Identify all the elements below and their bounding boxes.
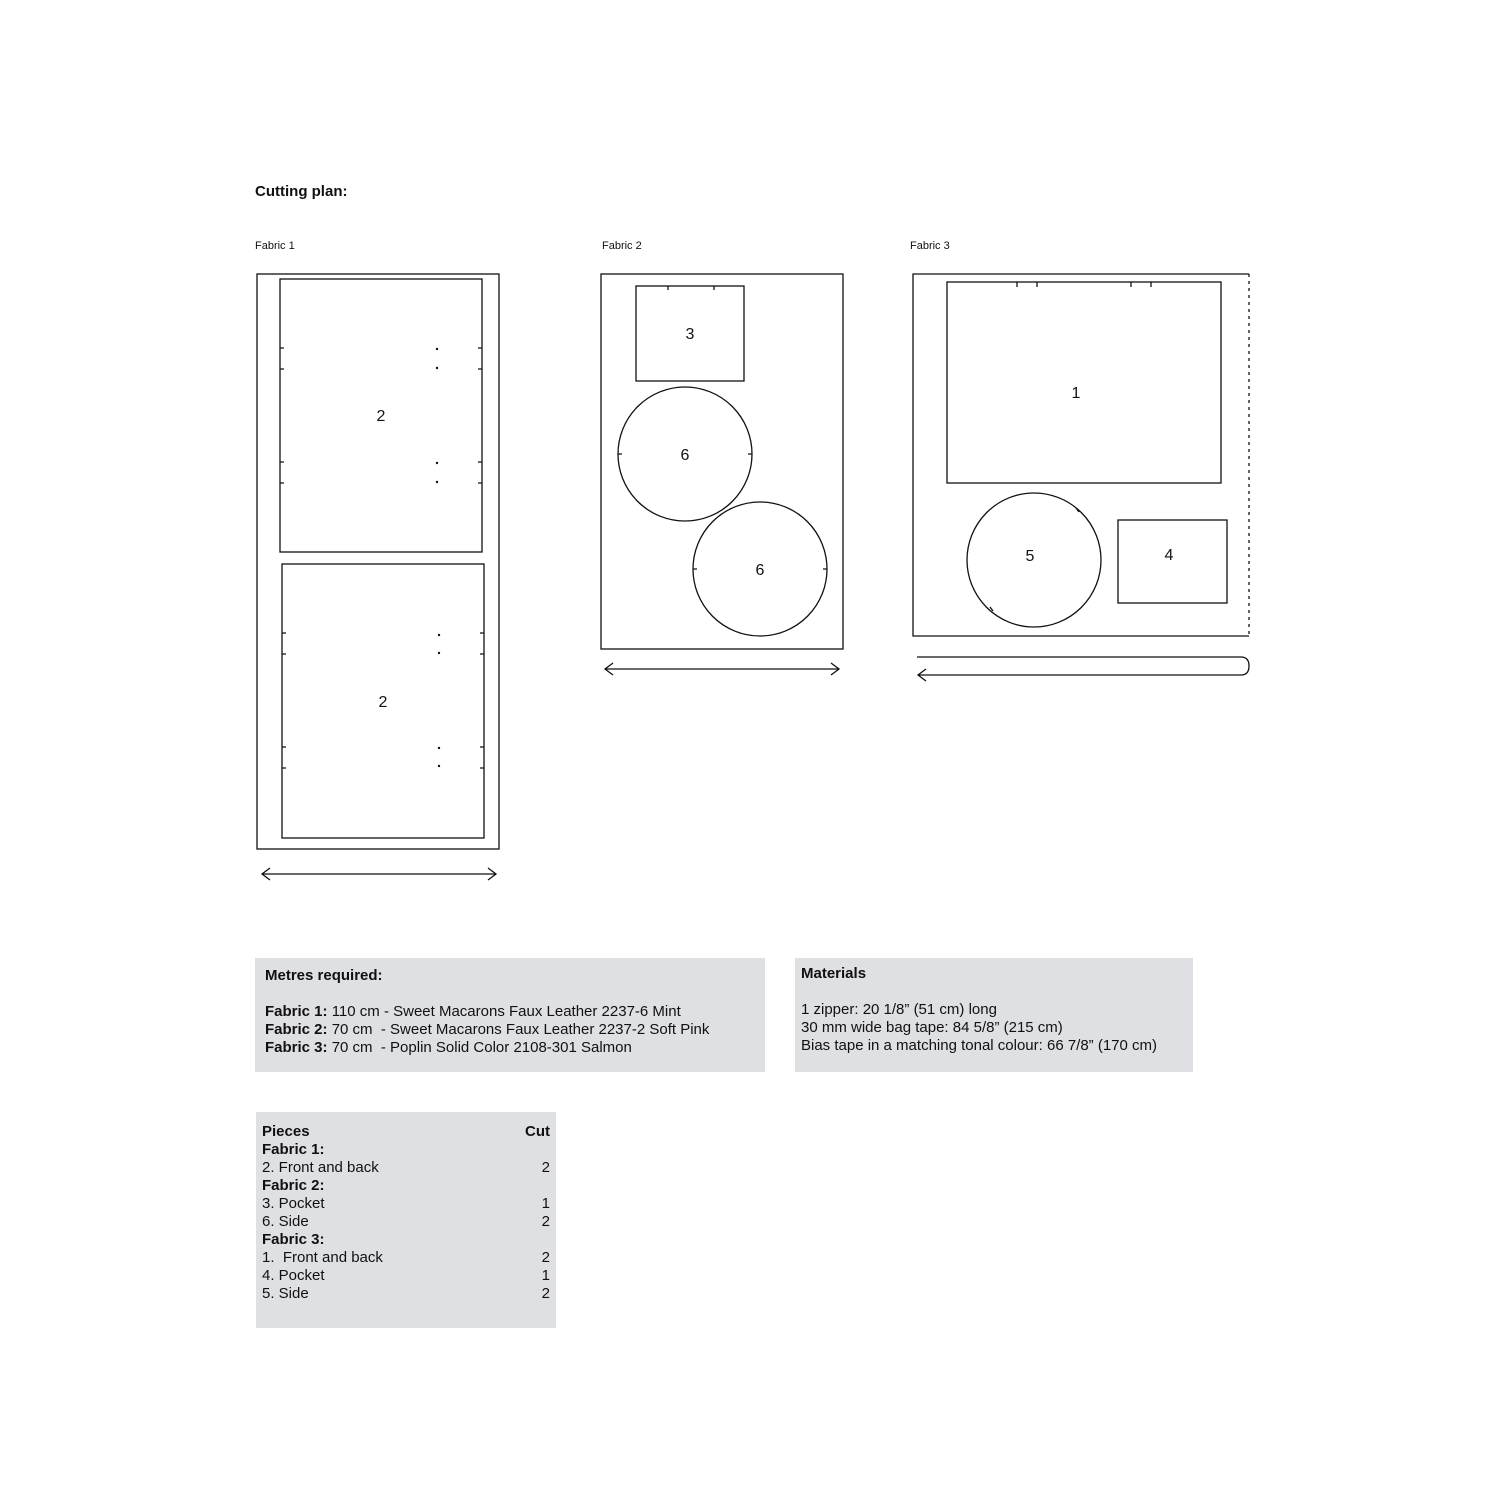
notch-marks-fabric-2: [618, 286, 827, 569]
piece-cut-count: 1: [541, 1195, 550, 1212]
piece-name: Fabric 3:: [262, 1231, 325, 1248]
piece-cut-count: 2: [541, 1249, 550, 1266]
fabric-2-label: Fabric 2: [602, 240, 642, 252]
piece-name: 2. Front and back: [262, 1159, 379, 1176]
piece-cut-count: 1: [541, 1267, 550, 1284]
piece-label: 1: [1071, 385, 1081, 402]
piece-name: 3. Pocket: [262, 1195, 325, 1212]
piece-name: 5. Side: [262, 1285, 309, 1302]
pieces-header-row: Pieces Cut: [262, 1123, 550, 1140]
piece-label: 4: [1164, 547, 1174, 564]
pieces-group-heading: [262, 1231, 550, 1249]
notch-dots: [436, 348, 440, 767]
piece-1-front-back: [947, 282, 1221, 483]
grainline-arrow-fabric-3: [917, 657, 1249, 681]
piece-name: Fabric 2:: [262, 1177, 325, 1194]
metres-line: Fabric 2: 70 cm - Sweet Macarons Faux Leather 2237-2 Soft Pink: [265, 1021, 710, 1038]
fabric-2-sheet: [601, 274, 843, 649]
pieces-group-heading: [262, 1177, 550, 1195]
pieces-row: [262, 1195, 550, 1213]
pieces-row: [262, 1213, 550, 1231]
materials-line: 30 mm wide bag tape: 84 5/8” (215 cm): [801, 1019, 1063, 1036]
piece-label: 6: [680, 447, 690, 464]
piece-name: 6. Side: [262, 1213, 309, 1230]
pieces-row: [262, 1267, 550, 1285]
pieces-table: [256, 1112, 556, 1328]
piece-cut-count: 2: [541, 1285, 550, 1302]
piece-label: 2: [378, 694, 388, 711]
materials-line: 1 zipper: 20 1/8” (51 cm) long: [801, 1001, 997, 1018]
piece-label: 3: [685, 326, 695, 343]
materials-heading: Materials: [801, 965, 867, 982]
grainline-arrow-fabric-1: [262, 868, 496, 880]
metres-line: Fabric 1: 110 cm - Sweet Macarons Faux Leather 2237-6 Mint: [265, 1003, 681, 1020]
piece-name: 1. Front and back: [262, 1249, 383, 1266]
pieces-row: [262, 1249, 550, 1267]
page-title: Cutting plan:: [255, 183, 348, 200]
piece-name: 4. Pocket: [262, 1267, 325, 1284]
notch-marks-fabric-3: [990, 282, 1151, 611]
piece-label: 2: [376, 408, 386, 425]
pieces-group-heading: [262, 1141, 550, 1159]
piece-cut-count: 2: [541, 1213, 550, 1230]
piece-name: Fabric 1:: [262, 1141, 325, 1158]
fabric-3-sheet: [913, 274, 1249, 636]
grainline-arrow-fabric-2: [605, 663, 839, 675]
fabric-1-sheet: [257, 274, 499, 849]
piece-label: 5: [1025, 548, 1035, 565]
materials-line: Bias tape in a matching tonal colour: 66 7/8” (170 cm): [801, 1037, 1158, 1054]
fabric-1-label: Fabric 1: [255, 240, 295, 252]
fabric-3-label: Fabric 3: [910, 240, 950, 252]
metres-line: Fabric 3: 70 cm - Poplin Solid Color 2108-301 Salmon: [265, 1039, 632, 1056]
materials-box: [795, 958, 1193, 1072]
metres-required-box: [255, 958, 765, 1072]
pieces-row: [262, 1285, 550, 1303]
pieces-row: [262, 1159, 550, 1177]
metres-heading: Metres required:: [265, 967, 383, 984]
piece-cut-count: 2: [541, 1159, 550, 1176]
piece-label: 6: [755, 562, 765, 579]
